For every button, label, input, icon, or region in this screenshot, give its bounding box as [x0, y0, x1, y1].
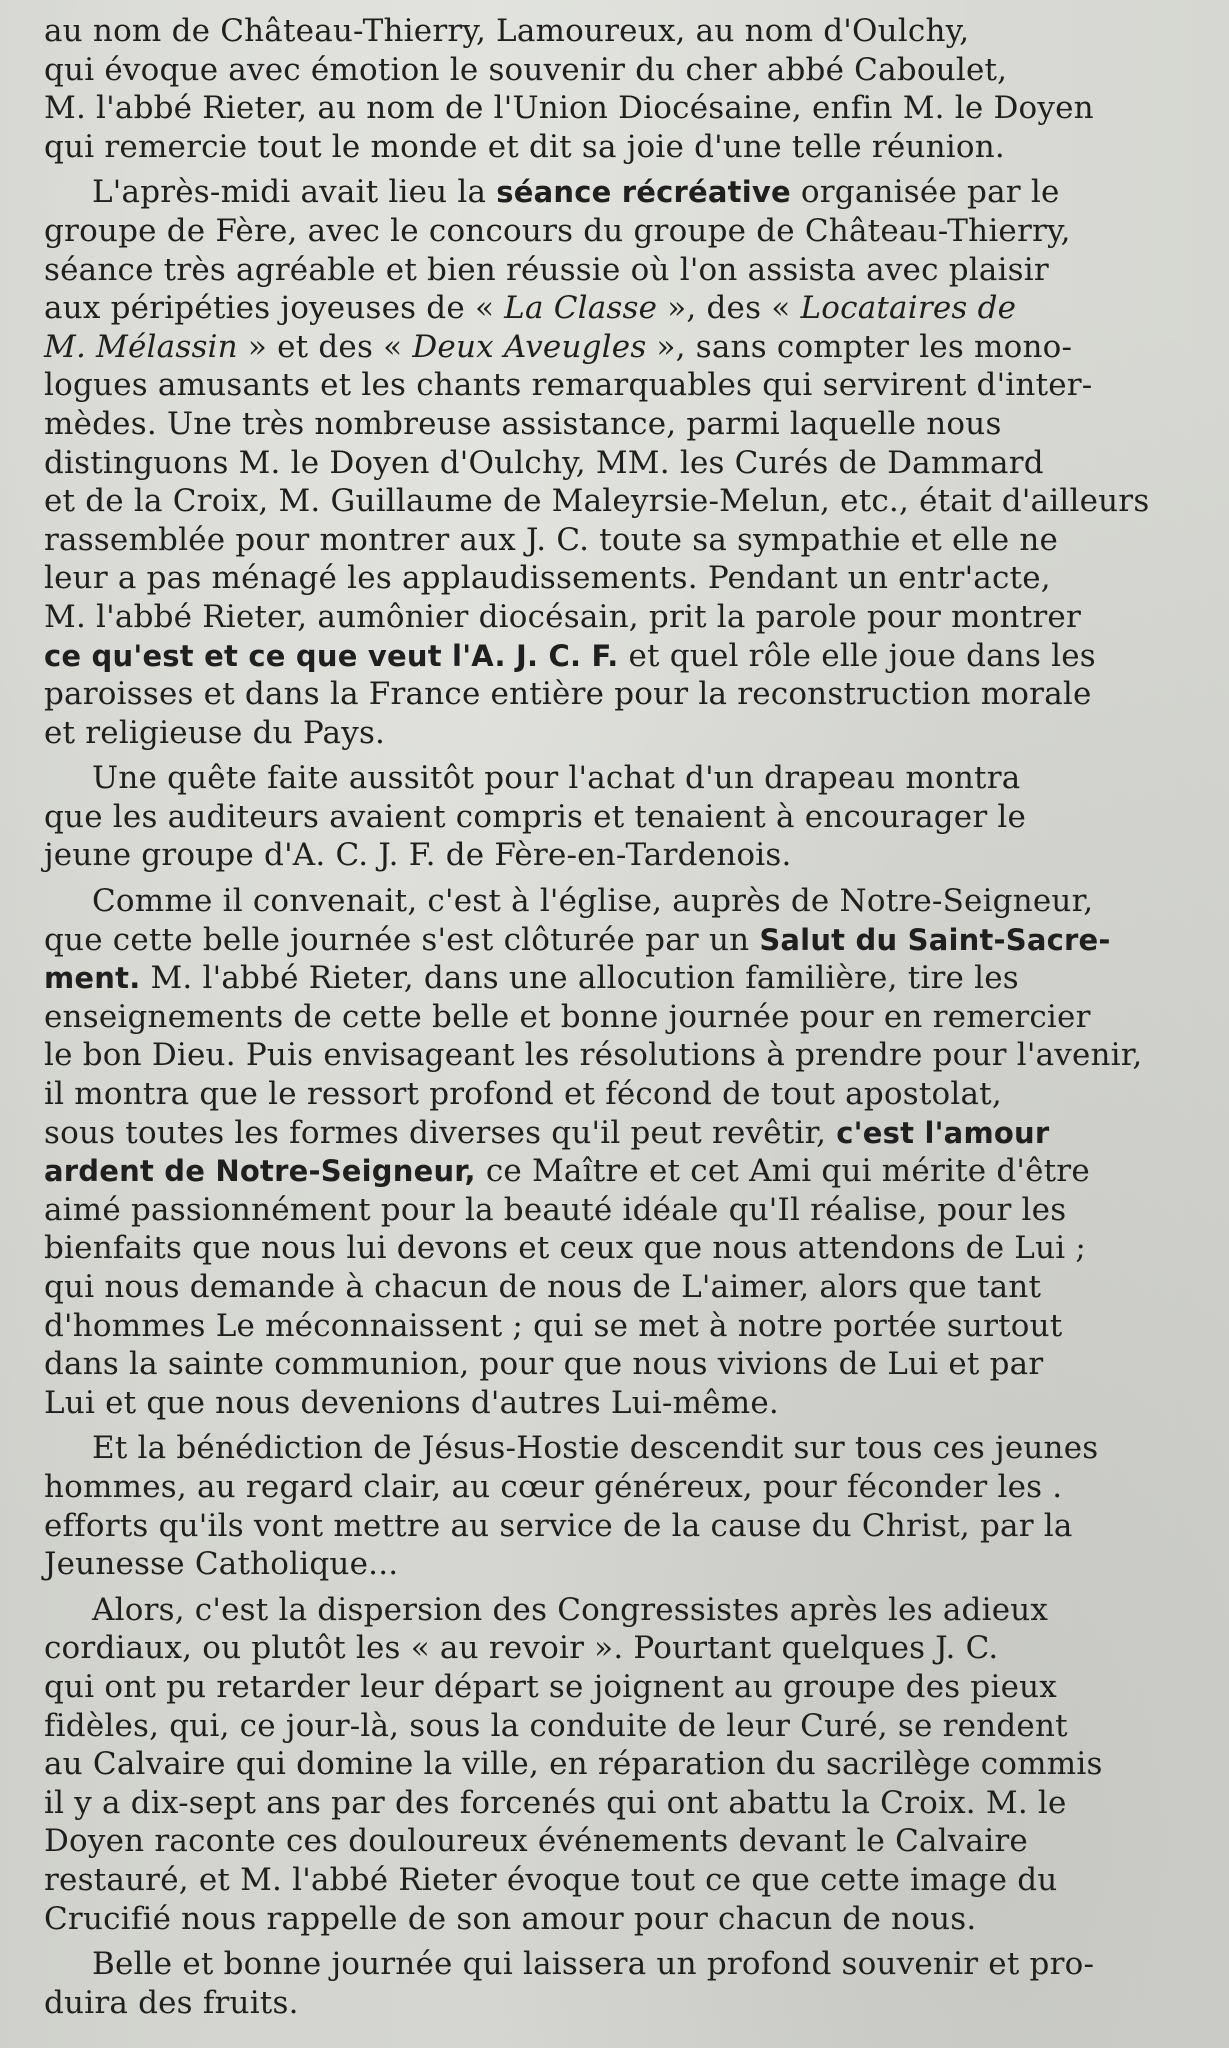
- italic-run: Locataires de: [800, 290, 1017, 327]
- paragraph-5: [44, 1429, 1189, 1583]
- paragraph-2: [44, 173, 1189, 752]
- bold-run: ment.: [44, 961, 141, 996]
- text-line: [44, 1152, 1189, 1191]
- text-run: aux péripéties joyeuses de «: [44, 290, 505, 327]
- text-run: L'après-midi avait lieu la: [92, 174, 497, 211]
- text-line: au nom de Château-Thierry, Lamoureux, au nom d'Oulchy,: [44, 13, 970, 49]
- document-page: [44, 12, 1189, 2032]
- text-line: Comme il convenait, c'est à l'église, auprès de Notre-Seigneur,: [92, 883, 1094, 920]
- text-line: groupe de Fère, avec le concours du groupe de Château-Thierry,: [44, 212, 1071, 249]
- text-line: dans la sainte communion, pour que nous vivions de Lui et par: [44, 1346, 1044, 1383]
- text-run: que cette belle journée s'est clôturée par un: [44, 921, 760, 958]
- text-line: qui ont pu retarder leur départ se joignent au groupe des pieux: [44, 1668, 1057, 1705]
- text-line: et de la Croix, M. Guillaume de Maleyrsie-Melun, etc., était d'ailleurs: [44, 483, 1150, 520]
- text-line: [44, 637, 1189, 676]
- text-line: [44, 328, 1189, 367]
- text-line: Et la bénédiction de Jésus-Hostie descendit sur tous ces jeunes: [92, 1430, 1099, 1467]
- bold-run: Salut du Saint-Sacre-: [759, 922, 1111, 957]
- text-line: qui évoque avec émotion le souvenir du cher abbé Caboulet,: [44, 51, 1008, 88]
- text-line: [44, 173, 1189, 212]
- text-run: et quel rôle elle joue dans les: [618, 637, 1096, 674]
- text-line: cordiaux, ou plutôt les « au revoir ». Pourtant quelques J. C.: [44, 1630, 999, 1667]
- text-line: Alors, c'est la dispersion des Congressistes après les adieux: [92, 1591, 1049, 1628]
- text-line: et religieuse du Pays.: [44, 714, 386, 751]
- bold-run: ce qu'est et ce que veut l'A. J. C. F.: [44, 638, 619, 673]
- text-line: restauré, et M. l'abbé Rieter évoque tout ce que cette image du: [44, 1861, 1058, 1898]
- text-line: M. l'abbé Rieter, au nom de l'Union Diocésaine, enfin M. le Doyen: [44, 90, 1094, 127]
- text-line: enseignements de cette belle et bonne journée pour en remercier: [44, 998, 1091, 1035]
- text-run: sous toutes les formes diverses qu'il peut revêtir,: [44, 1114, 837, 1151]
- paragraph-3: [44, 759, 1189, 875]
- text-line: le bon Dieu. Puis envisageant les résolutions à prendre pour l'avenir,: [44, 1037, 1143, 1074]
- text-line: efforts qu'ils vont mettre au service de la cause du Christ, par la: [44, 1507, 1073, 1544]
- paragraph-7: [44, 1945, 1189, 2022]
- text-line: M. l'abbé Rieter, aumônier diocésain, prit la parole pour montrer: [44, 598, 1081, 635]
- text-line: aimé passionnément pour la beauté idéale qu'Il réalise, pour les: [44, 1191, 1067, 1228]
- text-line: [44, 1114, 1189, 1153]
- text-run: » et des «: [237, 328, 413, 365]
- text-line: il montra que le ressort profond et fécond de tout apostolat,: [44, 1076, 1002, 1113]
- text-line: mèdes. Une très nombreuse assistance, parmi laquelle nous: [44, 405, 1002, 442]
- text-line: leur a pas ménagé les applaudissements. Pendant un entr'acte,: [44, 560, 1051, 597]
- paragraph-1: [44, 12, 1189, 166]
- text-line: [44, 921, 1189, 960]
- text-line: logues amusants et les chants remarquables qui servirent d'inter-: [44, 367, 1093, 404]
- text-run: organisée par le: [790, 174, 1060, 211]
- text-line: Doyen raconte ces douloureux événements devant le Calvaire: [44, 1823, 1028, 1860]
- text-line: que les auditeurs avaient compris et tenaient à encourager le: [44, 798, 1027, 835]
- text-run: ce Maître et cet Ami qui mérite d'être: [475, 1153, 1090, 1190]
- text-line: qui remercie tout le monde et dit sa joie d'une telle réunion.: [44, 128, 1005, 165]
- paragraph-6: [44, 1591, 1189, 1938]
- text-line: [44, 289, 1189, 328]
- text-line: distinguons M. le Doyen d'Oulchy, MM. les Curés de Dammard: [44, 444, 1044, 481]
- italic-run: La Classe: [504, 290, 658, 327]
- text-line: fidèles, qui, ce jour-là, sous la conduite de leur Curé, se rendent: [44, 1707, 1068, 1744]
- text-line: Lui et que nous devenions d'autres Lui-même.: [44, 1384, 779, 1421]
- italic-run: Deux Aveugles: [412, 328, 647, 365]
- text-line: séance très agréable et bien réussie où l'on assista avec plaisir: [44, 251, 1049, 288]
- text-run: », des «: [657, 290, 801, 327]
- text-line: rassemblée pour montrer aux J. C. toute sa sympathie et elle ne: [44, 521, 1059, 558]
- bold-run: c'est l'amour: [836, 1115, 1050, 1150]
- paragraph-4: [44, 882, 1189, 1422]
- text-line: au Calvaire qui domine la ville, en réparation du sacrilège commis: [44, 1746, 1103, 1783]
- text-line: duira des fruits.: [44, 1984, 299, 2021]
- text-run: », sans compter les mono-: [646, 328, 1073, 365]
- text-line: qui nous demande à chacun de nous de L'aimer, alors que tant: [44, 1269, 1042, 1305]
- text-line: Jeunesse Catholique...: [44, 1546, 399, 1583]
- bold-run: séance récréative: [496, 175, 791, 210]
- text-line: Crucifié nous rappelle de son amour pour chacun de nous.: [44, 1900, 977, 1937]
- text-line: [44, 959, 1189, 998]
- text-line: bienfaits que nous lui devons et ceux que nous attendons de Lui ;: [44, 1230, 1087, 1267]
- text-line: il y a dix-sept ans par des forcenés qui ont abattu la Croix. M. le: [44, 1784, 1067, 1821]
- text-line: Belle et bonne journée qui laissera un profond souvenir et pro-: [92, 1946, 1095, 1983]
- text-line: Une quête faite aussitôt pour l'achat d'un drapeau montra: [92, 760, 1021, 797]
- bold-run: ardent de Notre-Seigneur,: [44, 1154, 476, 1189]
- text-line: d'hommes Le méconnaissent ; qui se met à notre portée surtout: [44, 1307, 1063, 1344]
- text-line: jeune groupe d'A. C. J. F. de Fère-en-Tardenois.: [44, 837, 792, 874]
- text-line: paroisses et dans la France entière pour la reconstruction morale: [44, 676, 1092, 713]
- text-line: hommes, au regard clair, au cœur généreux, pour féconder les .: [44, 1468, 1063, 1505]
- text-run: M. l'abbé Rieter, dans une allocution familière, tire les: [140, 960, 1019, 997]
- italic-run: M. Mélassin: [44, 328, 238, 365]
